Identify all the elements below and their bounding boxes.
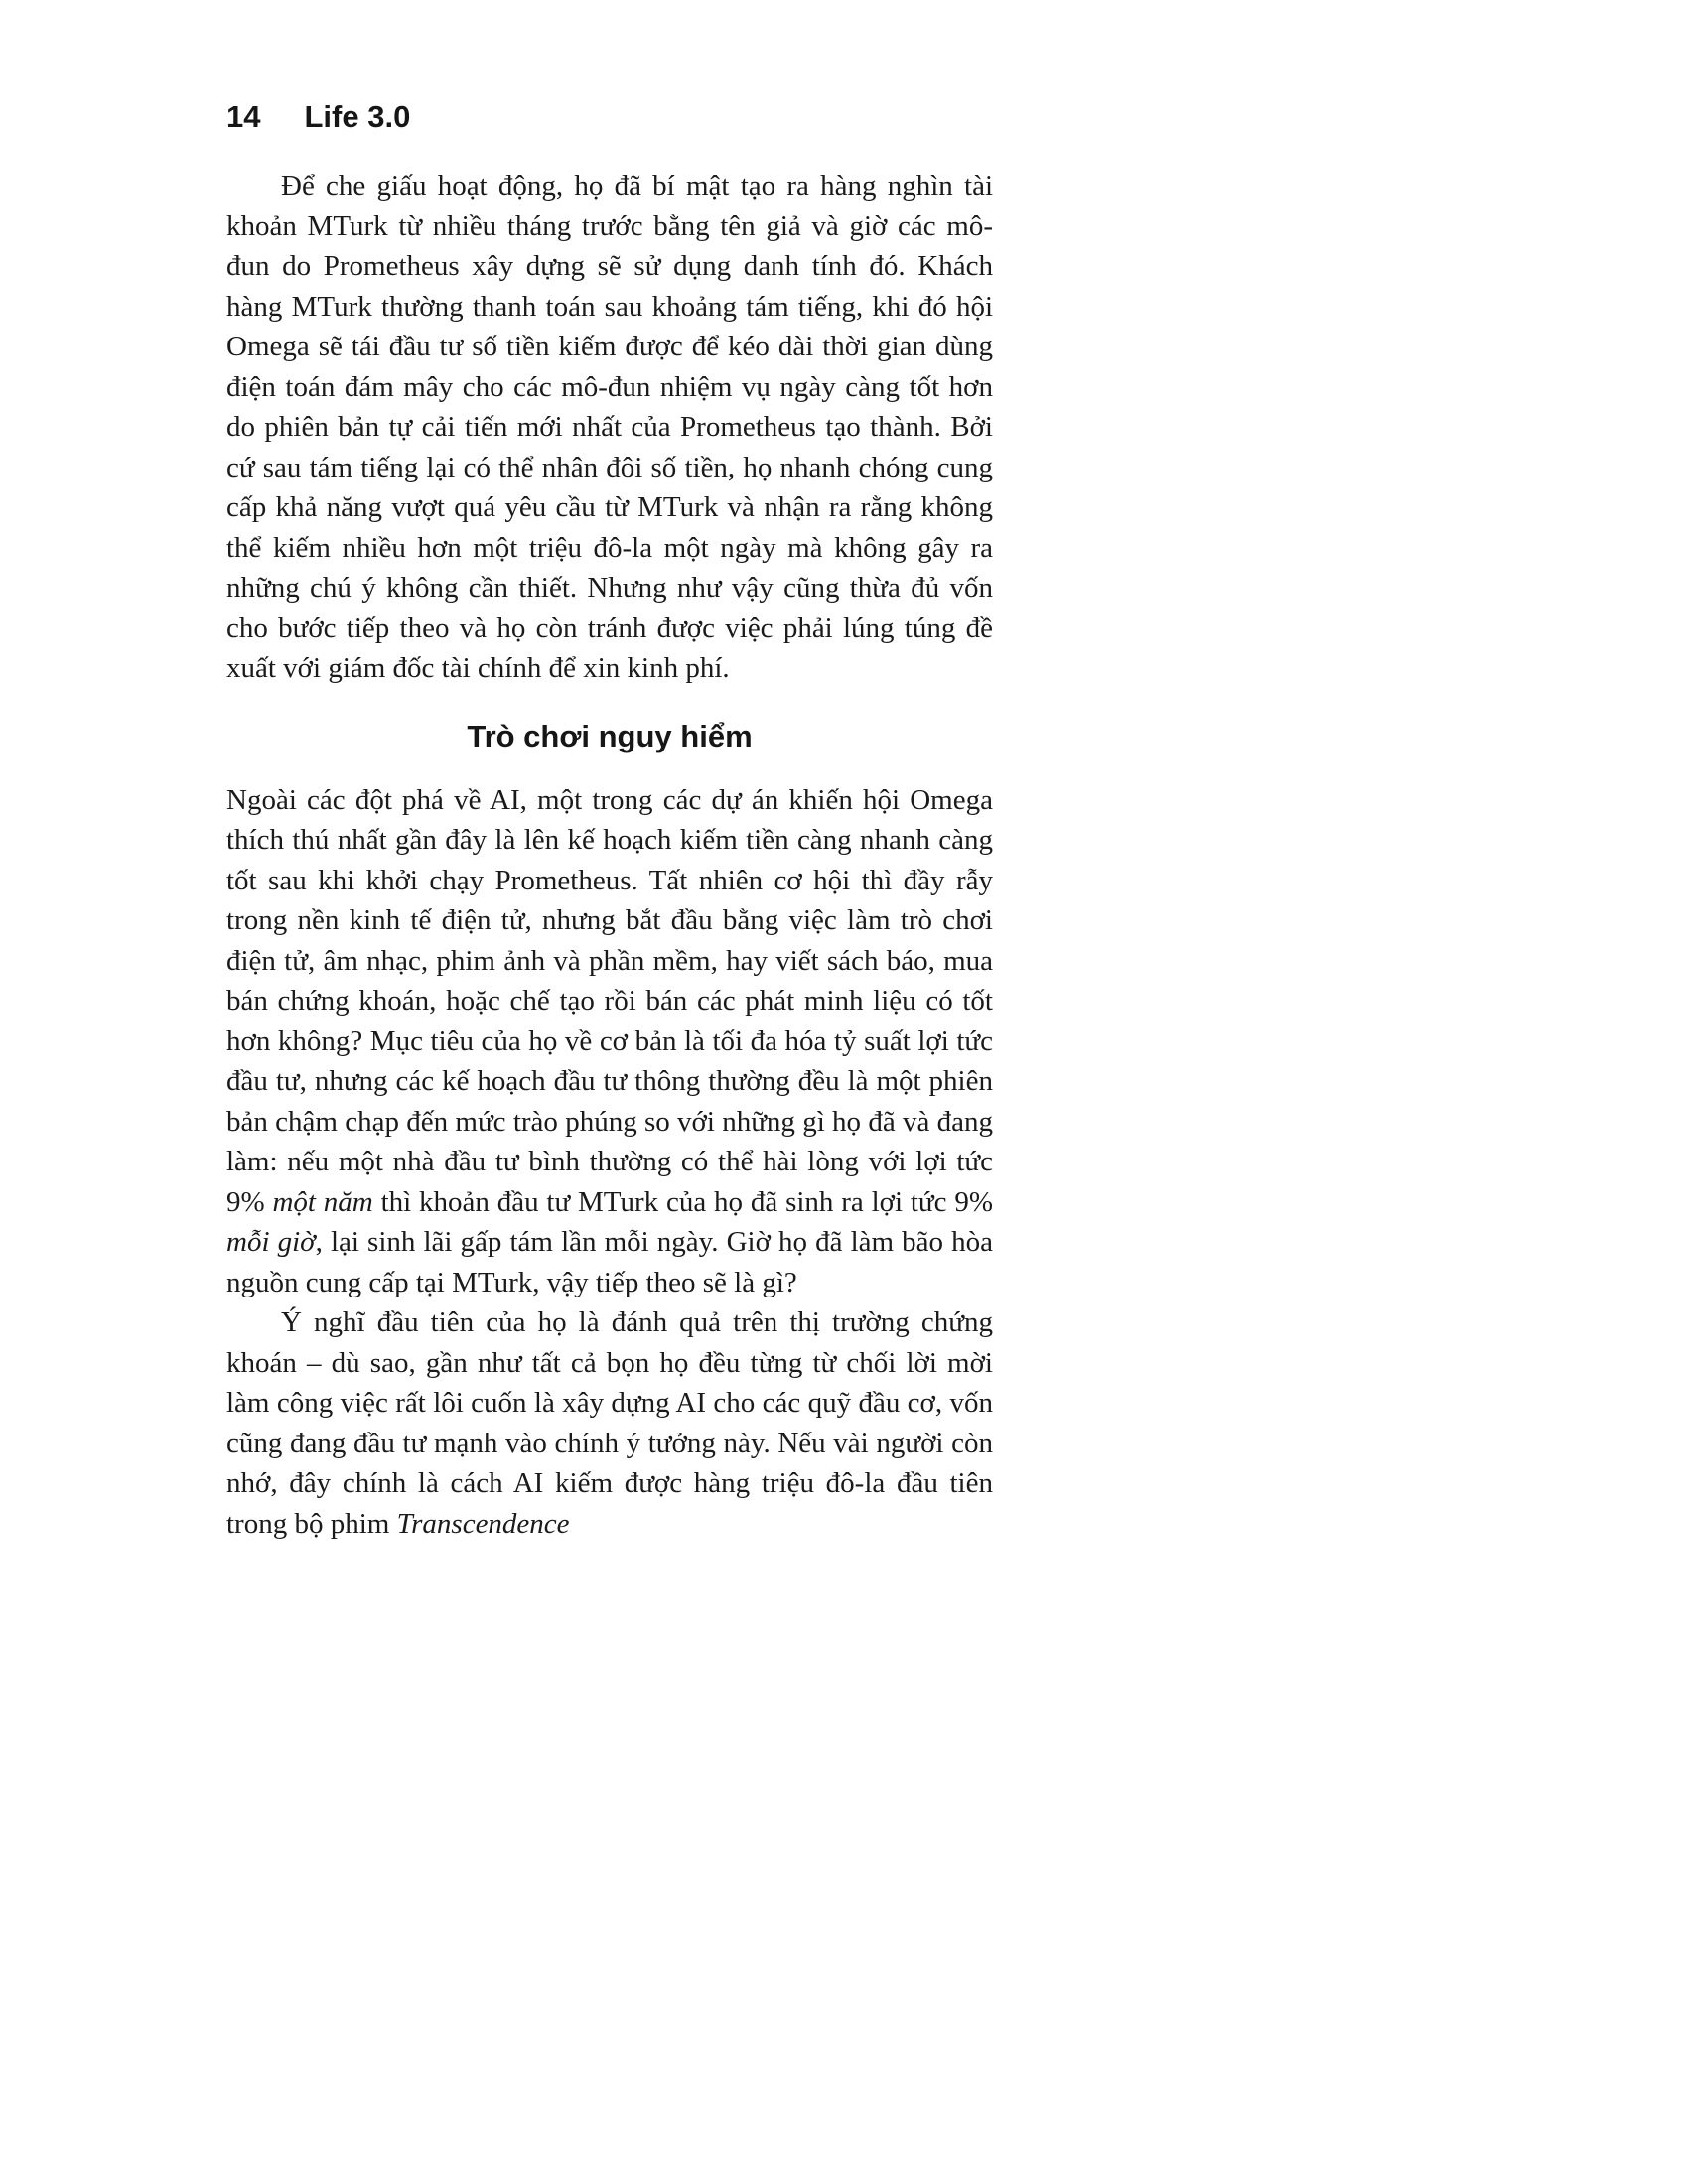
section-heading: Trò chơi nguy hiểm xyxy=(467,718,753,753)
text-run: Ý nghĩ đầu tiên của họ là đánh quả trên thị trường chứng khoán – dù sao, gần như tất cả bọn họ đều từng từ chối lời mời làm công việc rất lôi cuốn là xây dựng AI cho các quỹ đầu cơ, vốn cũng đang đầu tư mạnh vào chính ý tưởng này. Nếu vài người còn nhớ, đây chính là cách AI kiếm được hàng triệu đô-la đầu tiên trong bộ phim xyxy=(226,1306,993,1540)
italic-text-run: Transcendence xyxy=(396,1507,570,1540)
paragraph xyxy=(226,166,993,689)
paragraph xyxy=(226,1302,993,1544)
paragraph xyxy=(226,780,993,1303)
page-number: 14 xyxy=(226,99,261,134)
text-run: , lại sinh lãi gấp tám lần mỗi ngày. Giờ họ đã làm bão hòa nguồn cung cấp tại MTurk, vậy tiếp theo sẽ là gì? xyxy=(226,1226,993,1298)
page-header xyxy=(226,99,410,135)
text-run: Để che giấu hoạt động, họ đã bí mật tạo ra hàng nghìn tài khoản MTurk từ nhiều tháng trước bằng tên giả và giờ các mô-đun do Prometheus xây dựng sẽ sử dụng danh tính đó. Khách hàng MTurk thường thanh toán sau khoảng tám tiếng, khi đó hội Omega sẽ tái đầu tư số tiền kiếm được để kéo dài thời gian dùng điện toán đám mây cho các mô-đun nhiệm vụ ngày càng tốt hơn do phiên bản tự cải tiến mới nhất của Prometheus tạo thành. Bởi cứ sau tám tiếng lại có thể nhân đôi số tiền, họ nhanh chóng cung cấp khả năng vượt quá yêu cầu từ MTurk và nhận ra rằng không thể kiếm nhiều hơn một triệu đô-la một ngày mà không gây ra những chú ý không cần thiết. Nhưng như vậy cũng thừa đủ vốn cho bước tiếp theo và họ còn tránh được việc phải lúng túng đề xuất với giám đốc tài chính để xin kinh phí. xyxy=(226,170,993,684)
italic-text-run: mỗi giờ xyxy=(226,1226,316,1258)
text-run: Ngoài các đột phá về AI, một trong các dự án khiến hội Omega thích thú nhất gần đây là lên kế hoạch kiếm tiền càng nhanh càng tốt sau khi khởi chạy Prometheus. Tất nhiên cơ hội thì đầy rẫy trong nền kinh tế điện tử, nhưng bắt đầu bằng việc làm trò chơi điện tử, âm nhạc, phim ảnh và phần mềm, hay viết sách báo, mua bán chứng khoán, hoặc chế tạo rồi bán các phát minh liệu có tốt hơn không? Mục tiêu của họ về cơ bản là tối đa hóa tỷ suất lợi tức đầu tư, nhưng các kế hoạch đầu tư thông thường đều là một phiên bản chậm chạp đến mức trào phúng so với những gì họ đã và đang làm: nếu một nhà đầu tư bình thường có thể hài lòng với lợi tức 9% xyxy=(226,783,993,1218)
book-title: Life 3.0 xyxy=(304,99,411,134)
text-run: thì khoản đầu tư MTurk của họ đã sinh ra lợi tức 9% xyxy=(372,1185,993,1218)
page-content xyxy=(226,166,993,1544)
italic-text-run: một năm xyxy=(272,1185,373,1218)
